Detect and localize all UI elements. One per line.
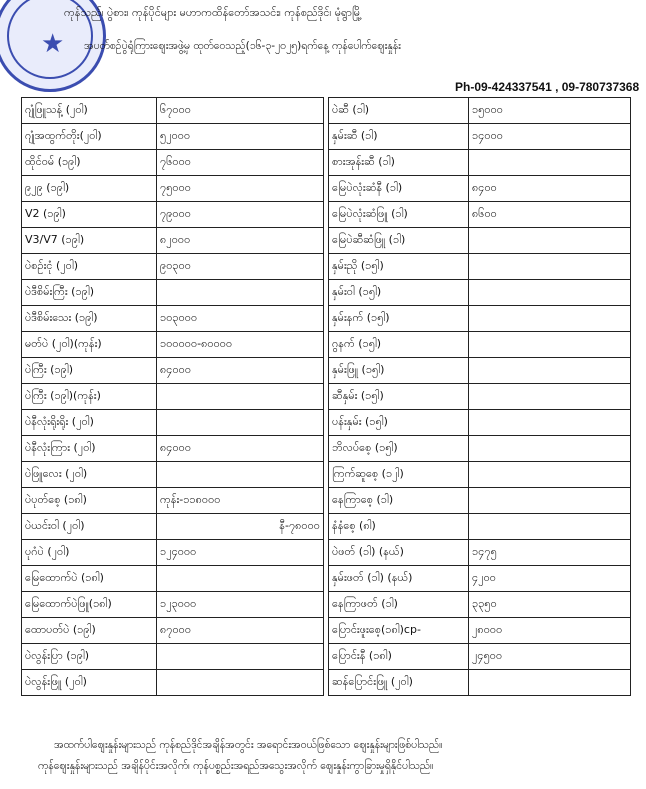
table-row bbox=[329, 280, 631, 306]
footer-note-2: ကုန်ဈေးနှုန်းများသည် အချိန်ပိုင်းအလိုက်၊ ကုန်ပစ္စည်းအရည်အသွေးအလိုက် ဈေးနှုန်းကွာခြားမှုရှိနိုင်ပါသည်။ bbox=[38, 760, 434, 772]
commodity-price: ၂၄၅၀၀ bbox=[469, 644, 631, 670]
commodity-name: ပဲလွန်းပြာ (၁၉ါ) bbox=[22, 644, 157, 670]
table-row bbox=[329, 384, 631, 410]
commodity-name: နှမ်းဖတ် (၁ါ) (နယ်) bbox=[329, 566, 469, 592]
commodity-name: ဂျုံဖြူသန့် (၂၀ါ) bbox=[22, 98, 157, 124]
commodity-price: ၁၄၇၅ bbox=[469, 540, 631, 566]
commodity-name: ပန်းနှမ်း (၁၅ါ) bbox=[329, 410, 469, 436]
table-row bbox=[329, 566, 631, 592]
commodity-name: နံနံစေ့ (၈ါ) bbox=[329, 514, 469, 540]
table-row bbox=[329, 514, 631, 540]
commodity-name: နေကြာစေ့ (၁ါ) bbox=[329, 488, 469, 514]
commodity-name: ပဲဒီစိမ်းသေး (၁၉ါ) bbox=[22, 306, 157, 332]
commodity-name: ပြောင်းဖူးစေ့(၁၈ါ)cp- bbox=[329, 618, 469, 644]
commodity-name: ပဲဒီစိမ်းကြီး (၁၉ါ) bbox=[22, 280, 157, 306]
commodity-name: မတ်ပဲ (၂၀ါ)(ကုန်း) bbox=[22, 332, 157, 358]
commodity-name: ဆီနှမ်း (၁၅ါ) bbox=[329, 384, 469, 410]
commodity-price bbox=[157, 566, 324, 592]
table-row bbox=[22, 384, 324, 410]
commodity-name: ဆန်ပြောင်းဖြူ (၂၀ါ) bbox=[329, 670, 469, 696]
commodity-name: ပဲဆီ (၁ါ) bbox=[329, 98, 469, 124]
table-row bbox=[22, 306, 324, 332]
commodity-price bbox=[157, 410, 324, 436]
commodity-price: ၈၇၀၀၀ bbox=[157, 618, 324, 644]
commodity-price: ၂၈၀၀၀ bbox=[469, 618, 631, 644]
table-row bbox=[22, 280, 324, 306]
commodity-price: ၇၆၀၀၀ bbox=[157, 150, 324, 176]
commodity-price: ၇၉၀၀၀ bbox=[157, 202, 324, 228]
commodity-price bbox=[469, 384, 631, 410]
commodity-name: ပဲနီလုံးရိုးရိုး (၂၀ါ) bbox=[22, 410, 157, 436]
commodity-price: ၁၀၃၀၀၀ bbox=[157, 306, 324, 332]
table-row bbox=[329, 228, 631, 254]
commodity-name: မြေထောက်ပဲ (၁၈ါ) bbox=[22, 566, 157, 592]
table-row bbox=[22, 462, 324, 488]
commodity-price bbox=[469, 150, 631, 176]
commodity-name: ပြောင်းနီ (၁၈ါ) bbox=[329, 644, 469, 670]
commodity-name: ၉၂၉ (၁၉ါ) bbox=[22, 176, 157, 202]
right-price-table bbox=[328, 97, 631, 696]
commodity-name: နှမ်းဖြူ (၁၅ါ) bbox=[329, 358, 469, 384]
table-row bbox=[329, 592, 631, 618]
commodity-price: ကုန်း-၁၁၈၀၀၀ bbox=[157, 488, 324, 514]
header-title: ကုန်သည်၊ ပွဲစား၊ ကုန်ပိုင်များ မဟာကထိန်တော်အသင်း၊ ကုန်စည်ဒိုင်၊ မုံရွာမြို့ bbox=[64, 6, 362, 19]
table-row bbox=[22, 488, 324, 514]
commodity-name: မြေပဲလုံးဆံဖြူ (၁ါ) bbox=[329, 202, 469, 228]
table-row bbox=[329, 98, 631, 124]
commodity-name: ပုဂံပဲ (၂၀ါ) bbox=[22, 540, 157, 566]
commodity-price: ၁၂၃၀၀၀ bbox=[157, 592, 324, 618]
commodity-price: ၈၄၀၀၀ bbox=[157, 358, 324, 384]
commodity-price bbox=[469, 332, 631, 358]
table-row bbox=[329, 358, 631, 384]
commodity-name: ဘိလပ်စေ့ (၁၅ါ) bbox=[329, 436, 469, 462]
commodity-name: မြေပဲဆီဆံဖြူ (၁ါ) bbox=[329, 228, 469, 254]
commodity-price bbox=[469, 436, 631, 462]
commodity-price bbox=[469, 228, 631, 254]
commodity-price bbox=[157, 462, 324, 488]
commodity-price: ၆၇၀၀၀ bbox=[157, 98, 324, 124]
commodity-price bbox=[157, 384, 324, 410]
commodity-name: ပဲဖြူလေး (၂၀ါ) bbox=[22, 462, 157, 488]
commodity-price: ၁၄၀၀၀ bbox=[469, 124, 631, 150]
table-row bbox=[22, 124, 324, 150]
commodity-price: ၁၅၀၀၀ bbox=[469, 98, 631, 124]
table-row bbox=[329, 124, 631, 150]
table-row bbox=[22, 254, 324, 280]
commodity-name: ပဲကြီး (၁၉ါ)(ကုန်း) bbox=[22, 384, 157, 410]
table-row bbox=[329, 540, 631, 566]
right-price-table-body bbox=[329, 98, 631, 696]
table-row bbox=[22, 670, 324, 696]
table-row bbox=[22, 436, 324, 462]
commodity-name: ဂျုံအထွက်တိုး(၂၀ါ) bbox=[22, 124, 157, 150]
commodity-name: နှမ်းနက် (၁၅ါ) bbox=[329, 306, 469, 332]
commodity-name: ပဲယင်းဝါ (၂၀ါ) bbox=[22, 514, 157, 540]
commodity-name: ပဲပုတ်စေ့ (၁၈ါ) bbox=[22, 488, 157, 514]
table-row bbox=[22, 202, 324, 228]
commodity-name: V3/V7 (၁၉ါ) bbox=[22, 228, 157, 254]
commodity-price bbox=[157, 644, 324, 670]
commodity-name: ပဲကြီး (၁၉ါ) bbox=[22, 358, 157, 384]
commodity-name: မြေထောက်ပဲဖြူ(၁၈ါ) bbox=[22, 592, 157, 618]
commodity-price: ၇၅၀၀၀ bbox=[157, 176, 324, 202]
commodity-price bbox=[469, 514, 631, 540]
table-row bbox=[329, 670, 631, 696]
commodity-name: ပဲစဉ်းငုံ (၂၀ါ) bbox=[22, 254, 157, 280]
commodity-name: ပဲနီလုံးကြား (၂၀ါ) bbox=[22, 436, 157, 462]
table-row bbox=[22, 618, 324, 644]
table-row bbox=[329, 436, 631, 462]
commodity-name: ထိုင်ဝမ် (၁၉ါ) bbox=[22, 150, 157, 176]
table-row bbox=[22, 566, 324, 592]
table-row bbox=[22, 98, 324, 124]
commodity-price: ၈၂၀၀၀ bbox=[157, 228, 324, 254]
header-subtitle: အပတ်စဉ်ပွဲရုံကြားဈေးအဖွဲ့မှ ထုတ်ဝေသည့်(၁၆-၃-၂၀၂၅)ရက်နေ့ ကုန်ပေါက်ဈေးနှုန်း bbox=[84, 40, 401, 52]
commodity-name: မြေပဲလုံးဆံနီ (၁ါ) bbox=[329, 176, 469, 202]
table-row bbox=[329, 150, 631, 176]
footer-note-1: အထက်ပါဈေးနှုန်းများသည် ကုန်စည်ဒိုင်အချိန်အတွင်း အရောင်းအဝယ်ဖြစ်သော ဈေးနှုန်းများဖြစ်ပါသည်။ bbox=[54, 739, 443, 751]
commodity-price: ၈၄၀၀ bbox=[469, 176, 631, 202]
commodity-name: ပဲလွန်းဖြူ (၂၀ါ) bbox=[22, 670, 157, 696]
commodity-name: V2 (၁၉ါ) bbox=[22, 202, 157, 228]
commodity-name: ထောပတ်ပဲ (၁၉ါ) bbox=[22, 618, 157, 644]
table-row bbox=[22, 176, 324, 202]
table-row bbox=[22, 150, 324, 176]
commodity-name: ပဲဖတ် (၁ါ) (နယ်) bbox=[329, 540, 469, 566]
commodity-name: နှမ်းဆီ (၁ါ) bbox=[329, 124, 469, 150]
commodity-price: နီ-၇၈၀၀၀ bbox=[157, 514, 324, 540]
table-row bbox=[329, 202, 631, 228]
table-row bbox=[329, 332, 631, 358]
left-price-table bbox=[21, 97, 324, 696]
phone-numbers: Ph-09-424337541 , 09-780737368 bbox=[455, 80, 640, 94]
table-row bbox=[22, 514, 324, 540]
table-row bbox=[329, 488, 631, 514]
commodity-price bbox=[469, 280, 631, 306]
commodity-price bbox=[157, 280, 324, 306]
table-row bbox=[22, 644, 324, 670]
commodity-price: ၅၂၀၀၀ bbox=[157, 124, 324, 150]
commodity-price: ၄၂၀၀ bbox=[469, 566, 631, 592]
commodity-price: ၈၄၀၀၀ bbox=[157, 436, 324, 462]
table-row bbox=[22, 592, 324, 618]
table-row bbox=[329, 254, 631, 280]
table-row bbox=[329, 410, 631, 436]
commodity-price bbox=[469, 488, 631, 514]
commodity-price: ၁၀၀၀၀၀-၈၀၀၀၀ bbox=[157, 332, 324, 358]
commodity-price bbox=[469, 462, 631, 488]
commodity-price: ၁၂၄၀၀၀ bbox=[157, 540, 324, 566]
table-row bbox=[22, 540, 324, 566]
table-row bbox=[22, 358, 324, 384]
commodity-name: ဂွနက် (၁၅ါ) bbox=[329, 332, 469, 358]
commodity-price bbox=[157, 670, 324, 696]
commodity-name: နှမ်းညို (၁၅ါ) bbox=[329, 254, 469, 280]
commodity-price bbox=[469, 254, 631, 280]
table-row bbox=[22, 332, 324, 358]
commodity-name: ကြက်ဆူစေ့ (၁၂ါ) bbox=[329, 462, 469, 488]
table-row bbox=[329, 176, 631, 202]
table-row bbox=[329, 618, 631, 644]
commodity-price bbox=[469, 358, 631, 384]
table-row bbox=[22, 228, 324, 254]
commodity-price: ၃၃၅၀ bbox=[469, 592, 631, 618]
commodity-price bbox=[469, 410, 631, 436]
table-row bbox=[329, 306, 631, 332]
table-row bbox=[22, 410, 324, 436]
commodity-name: စားအုန်းဆီ (၁ါ) bbox=[329, 150, 469, 176]
commodity-price bbox=[469, 306, 631, 332]
commodity-price: ၉၀၃၀၀ bbox=[157, 254, 324, 280]
commodity-name: နေကြာဖတ် (၁ါ) bbox=[329, 592, 469, 618]
table-row bbox=[329, 644, 631, 670]
star-icon: ★ bbox=[41, 29, 65, 59]
table-row bbox=[329, 462, 631, 488]
left-price-table-body bbox=[22, 98, 324, 696]
commodity-price bbox=[469, 670, 631, 696]
commodity-name: နှမ်းဝါ (၁၅ါ) bbox=[329, 280, 469, 306]
commodity-price: ၈၆၀၀ bbox=[469, 202, 631, 228]
